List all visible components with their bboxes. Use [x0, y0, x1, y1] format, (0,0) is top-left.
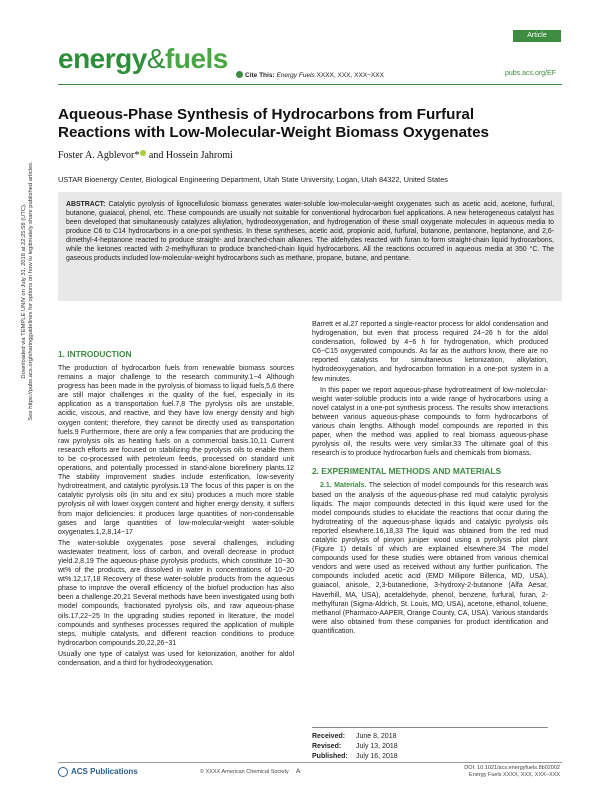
abstract-text: Catalytic pyrolysis of lignocellulosic biomass generates water-soluble low-molecular-weight oxygenates such as acetic acid, acetone, furfural, butanone, guaiacol, phenol, etc. These compounds are usually not suitable for conventional hydrocarbon fuel applications. A new heterogeneous catalyst has been developed that simultaneously catalyzes alkylation, hydrodeoxygenation, and hydrogenation of these small oxygenate molecules in aqueous media to produce C6 to C14 hydrocarbons in a one-pot synthesis. In these syntheses, acetic acid, propionic acid, furfural, butanone, pentanone, heptanone, and 2,6-dimethyl-4-heptanone reacted to produce straight- and branched-chain alkanes. The aldehydes reacted with furan to form straight-chain liquid hydrocarbons, while the ketones reacted with 2-methylfuran to produce branched-chain liquid hydrocarbons. All the reactions occurred in aqueous media at 350 °C. The gaseous products included low-molecular-weight hydrocarbons such as methane, propane, butane, and pentane.: [66, 201, 554, 262]
received-date: June 8, 2018: [356, 733, 397, 740]
download-watermark: [21, 111, 43, 471]
affiliation: USTAR Bioenergy Center, Biological Engineering Department, Utah State University, Logan, Utah 84322, United States: [58, 175, 448, 184]
revised-date: July 13, 2018: [356, 743, 398, 750]
published-date: July 16, 2018: [356, 753, 398, 760]
article-history: [312, 727, 548, 762]
intro-paragraph-3: Usually one type of catalyst was used for ketonization, another for aldol condensation, and a third for hydrodeoxygenation.: [58, 650, 294, 667]
logo-energy: energy: [58, 43, 147, 74]
article-type-badge: Article: [513, 30, 561, 42]
cite-label: Cite This:: [245, 72, 275, 79]
cite-this-link[interactable]: [236, 71, 384, 79]
journal-logo: [58, 44, 228, 74]
article-title: Aqueous-Phase Synthesis of Hydrocarbons from Furfural Reactions with Low-Molecular-Weight Biomass Oxygenates: [58, 106, 489, 141]
logo-fuels: fuels: [165, 43, 228, 74]
header-divider: [58, 84, 562, 85]
acs-publications-logo[interactable]: [58, 767, 138, 777]
journal-url-link[interactable]: pubs.acs.org/EF: [505, 70, 556, 77]
revised-label: Revised:: [312, 743, 342, 750]
left-column: [58, 349, 294, 670]
materials-paragraph: The selection of model compounds for this research was based on the analysis of the aqueous-phase red mud catalytic pyrolysis liquids. The major compounds detected in this liquid were used for the model compounds studies to elucidate the reactions that occur during the hydrotreating of the aqueous-phase liquids and catalytic pyrolysis oils reported elsewhere.16,18,33 The liquid was obtained from the red mud catalytic pyrolysis of pinyon juniper wood using a pyrolysis pilot plant (Figure 1) details of which are explained elsewhere.34 The model compounds used for these studies were obtained from various chemical vendors and were used as received without any further purification. The compounds included acetic acid (EMD Millipore Billerica, MD, USA), guaiacol, anisole, 2,3-butanedione, 3-hydroxy-2-butanone (Alfa Aesar, Haverhill, MA, USA), acetaldehyde, phenol, benzene, furfural, furan, 2-methylfuran (Sigma-Aldrich, St. Louis, MO, USA), acetone, ethanol, toluene, methanol (Pharmaco-AAPER, Orange County, CA, USA). Various standards were also obtained from these companies for product identification and quantification.: [312, 482, 548, 635]
footer-divider: [58, 762, 562, 763]
subsection-materials-label: 2.1. Materials.: [320, 482, 367, 490]
received-label: Received:: [312, 733, 346, 740]
acs-text: ACS Publications: [71, 767, 138, 776]
cite-volume: XXXX, XXX, XXX−XXX: [316, 72, 384, 79]
page-number: A: [296, 768, 301, 775]
section-heading-introduction: 1. INTRODUCTION: [58, 349, 132, 359]
author-jahromi[interactable]: Hossein Jahromi: [165, 150, 233, 161]
download-note-line2[interactable]: See https://pubs.acs.org/sharingguidelines for options on how to legitimately share published articles.: [28, 161, 34, 421]
journal-citation: Energy Fuels XXXX, XXX, XXX−XXX: [469, 772, 560, 778]
acs-icon: [58, 767, 68, 777]
intro-paragraph-1: The production of hydrocarbon fuels from renewable biomass sources remains a major challenge to the research community.1−4 Although progress has been made in the pyrolysis of biomass to liquid fuels,5,6 there are still major challenges in the quality of the fuel, especially in its application as a transportation fuel.7,8 The pyrolysis oils are unstable, acidic, viscous, and reactive, and they have low energy density and high oxygen content; therefore, they cannot be directly used as transportation fuels.9 Furthermore, there are only a few companies that are producing the raw pyrolysis oils as heating fuels on a commercial basis.10,11 Current research efforts are focused on stabilizing the pyrolysis oils to enable them to be co-processed with petroleum feeds, processed on standard unit operations, and potentially processed in stand-alone biorefinery plants.12 The stability improvement studies include esterification, low-severity hydrotreatment, and catalytic pyrolysis.13 The focus of this paper is on the catalytic pyrolysis oils (in situ and ex situ) produces a much more stable pyrolysis oil with lower oxygen content and higher energy density, it suffers from major deficiencies: it produces large quantities of non-condensable gases and large quantities of low-molecular-weight water-soluble oxygenates.1,2,8,14−17: [58, 365, 294, 536]
abstract-box: [58, 192, 562, 301]
intro-paragraph-5: In this paper we report aqueous-phase hydrotreatment of low-molecular-weight water-soluble products into a wide range of hydrocarbons using a novel catalyst in a one-pot synthesis process. The results show interactions between various aqueous-phase compounds to form hydrocarbons of various chain lengths. Although model compounds are reported in this paper, when the method was applied to real biomass aqueous-phase pyrolysis oil, the results were very similar.33 The ultimate goal of this research is to produce hydrocarbon fuels and chemicals from biomass.: [312, 386, 548, 458]
author-conjunction: and: [146, 150, 166, 161]
download-note-line1: Downloaded via TEMPLE UNIV on July 31, 2018 at 22:25:58 (UTC).: [21, 203, 27, 379]
section-heading-methods: 2. EXPERIMENTAL METHODS AND MATERIALS: [312, 466, 502, 477]
author-list: [58, 150, 233, 161]
author-agblevor[interactable]: Foster A. Agblevor*: [58, 150, 140, 161]
logo-ampersand: &: [146, 43, 166, 74]
right-column: [312, 320, 548, 638]
doi-link[interactable]: DOI: 10.1021/acs.energyfuels.8b02002: [464, 765, 560, 771]
doi-block: [452, 765, 560, 779]
published-label: Published:: [312, 753, 348, 760]
intro-paragraph-2: The water-soluble oxygenates pose several challenges, including wastewater treatment, loss of carbon, and overall decrease in product yield.2,8,19 The aqueous-phase pyrolysis products, which constitute 10−30 wt% of the products, are dissolved in water in concentrations of 10−20 wt%.12,17,18 Recovery of these water-soluble products from the aqueous phase to improve the overall efficiency of the biofuel production has also been a challenge.20,21 Several methods have been investigated using both model compounds, fractionated pyrolysis oils, and raw aqueous-phase oils.17,22−25 In the upgrading studies reported in literature, the model compounds and syntheses processes required the application of multiple steps, multiple catalysts, and different reaction conditions to produce hydrocarbon compounds.20,22,26−31: [58, 539, 294, 647]
copyright-notice: © XXXX American Chemical Society: [200, 769, 289, 775]
abstract-label: ABSTRACT:: [66, 201, 106, 208]
cite-journal: Energy Fuels: [276, 72, 315, 79]
intro-paragraph-4: Barrett et al.27 reported a single-reactor process for aldol condensation and hydrogenation, but even that process required 24−26 h for the aldol condensation, followed by 4−6 h for hydrogenation, which produced C6−C15 oxygenated compounds. As far as the authors know, there are no reported catalysts for simultaneous ketonization, alkylation, hydrodeoxygenation, and hydrocarbon formation in a one-pot system in a few minutes.: [312, 321, 548, 383]
cite-icon: [236, 71, 243, 78]
